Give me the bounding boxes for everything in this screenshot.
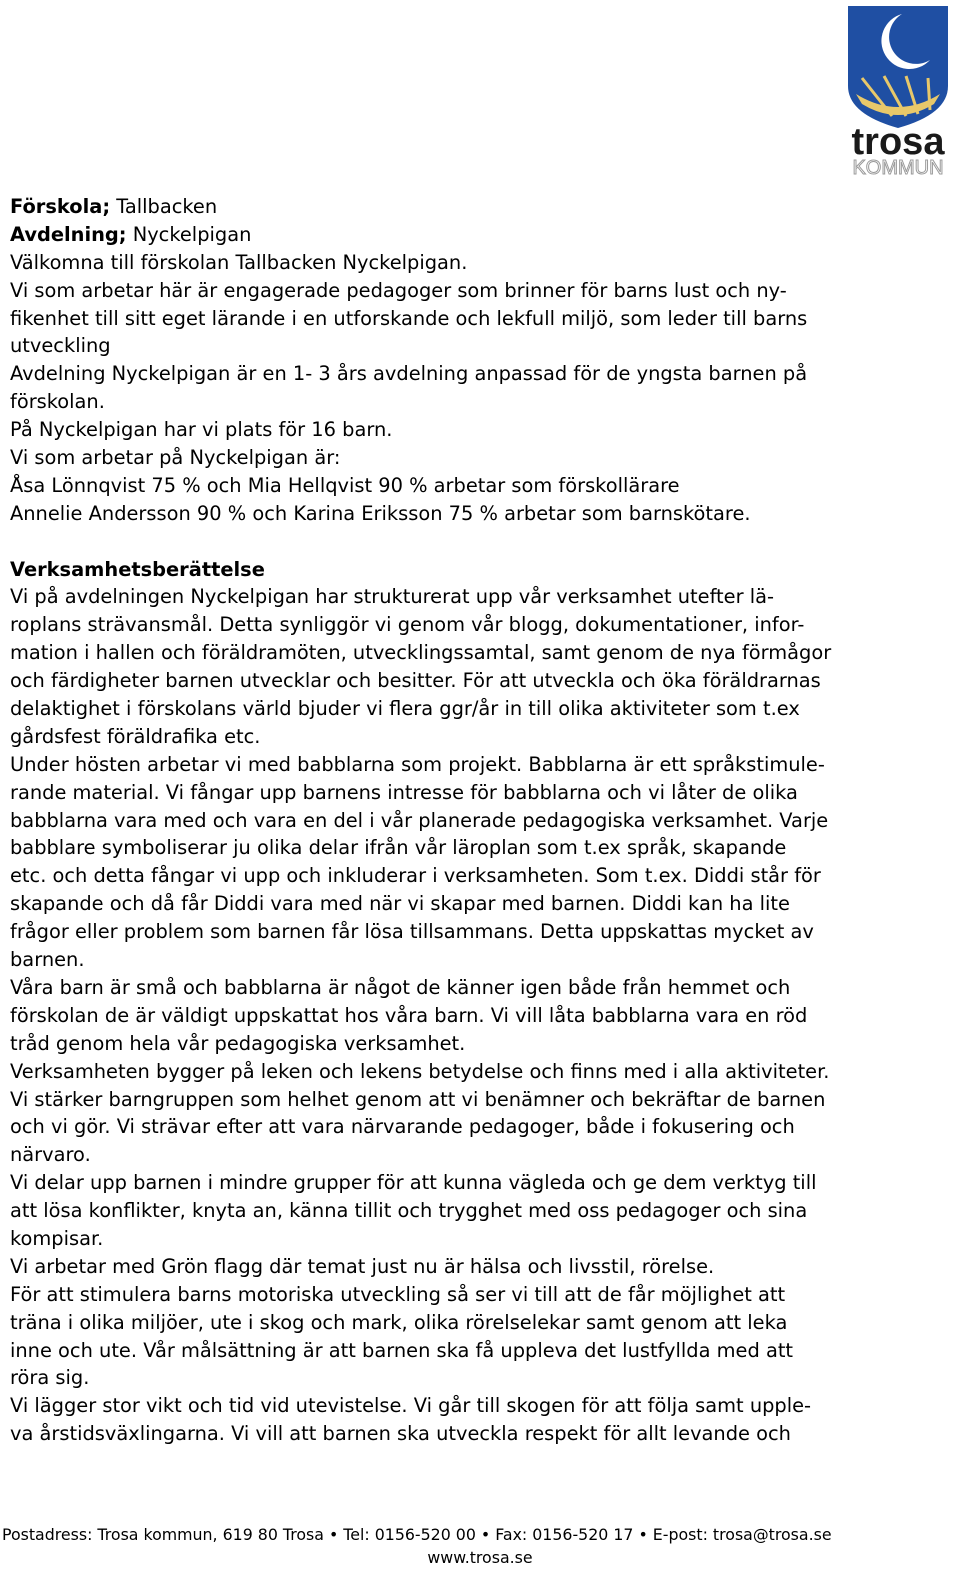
body-line: Verksamheten bygger på leken och lekens betydelse och finns med i alla aktiviteter. <box>10 1059 830 1083</box>
spacer <box>10 528 940 556</box>
intro-line: Åsa Lönnqvist 75 % och Mia Hellqvist 90 % arbetar som förskollärare <box>10 473 680 497</box>
body-line: barnen. <box>10 948 85 972</box>
body-line: Vi lägger stor vikt och tid vid utevistelse. Vi går till skogen för att följa samt upple- <box>10 1394 812 1418</box>
unit-line <box>10 221 940 249</box>
intro-line: Välkomna till förskolan Tallbacken Nyckelpigan. <box>10 250 468 274</box>
body-line: frågor eller problem som barnen får lösa tillsammans. Detta uppskattas mycket av <box>10 920 814 944</box>
body-line: att lösa konflikter, knyta an, känna tillit och trygghet med oss pedagoger och sina <box>10 1199 808 1223</box>
body-line: Vi stärker barngruppen som helhet genom att vi benämner och bekräftar de barnen <box>10 1087 826 1111</box>
body-line: Vi på avdelningen Nyckelpigan har strukturerat upp vår verksamhet utefter lä- <box>10 585 774 609</box>
body-line: kompisar. <box>10 1226 104 1250</box>
body-line: inne och ute. Vår målsättning är att barnen ska få uppleva det lustfyllda med att <box>10 1338 794 1362</box>
unit-label: Avdelning; <box>10 222 127 246</box>
body-line: röra sig. <box>10 1366 90 1390</box>
intro-line: Avdelning Nyckelpigan är en 1- 3 års avdelning anpassad för de yngsta barnen på <box>10 362 808 386</box>
body-line: rande material. Vi fångar upp barnens intresse för babblarna och vi låter de olika <box>10 780 798 804</box>
intro-line: fikenhet till sitt eget lärande i en utforskande och lekfull miljö, som leder till barns <box>10 306 808 330</box>
body-line: va årstidsväxlingarna. Vi vill att barnen ska utveckla respekt för allt levande och <box>10 1422 791 1446</box>
intro-line: Annelie Andersson 90 % och Karina Eriksson 75 % arbetar som barnskötare. <box>10 501 751 525</box>
body-line: babblarna vara med och vara en del i vår planerade pedagogiska verksamhet. Varje <box>10 808 829 832</box>
logo-subtitle: KOMMUN <box>852 157 944 178</box>
body-line: skapande och då får Diddi vara med när vi skapar med barnen. Diddi kan ha lite <box>10 892 790 916</box>
body-line: Vi delar upp barnen i mindre grupper för att kunna vägleda och ge dem verktyg till <box>10 1171 817 1195</box>
body-line: och färdigheter barnen utvecklar och besitter. För att utveckla och öka föräldrarnas <box>10 669 821 693</box>
body-line: träna i olika miljöer, ute i skog och mark, olika rörelselekar samt genom att leka <box>10 1310 788 1334</box>
body-line: och vi gör. Vi strävar efter att vara närvarande pedagoger, både i fokusering och <box>10 1115 795 1139</box>
body-line: delaktighet i förskolans värld bjuder vi flera ggr/år in till olika aktiviteter som t.ex <box>10 697 800 721</box>
intro-paragraph <box>10 249 940 528</box>
footer-website: www.trosa.se <box>427 1548 533 1567</box>
school-line <box>10 193 940 221</box>
body-line: Vi arbetar med Grön flagg där temat just nu är hälsa och livsstil, rörelse. <box>10 1254 715 1278</box>
body-line: närvaro. <box>10 1143 91 1167</box>
body-line: gårdsfest föräldrafika etc. <box>10 724 261 748</box>
school-value: Tallbacken <box>110 195 218 218</box>
trosa-kommun-logo <box>842 4 954 178</box>
body-line: tråd genom hela vår pedagogiska verksamhet. <box>10 1031 466 1055</box>
body-line: förskolan de är väldigt uppskattat hos våra barn. Vi vill låta babblarna vara en röd <box>10 1003 808 1027</box>
body-line: Våra barn är små och babblarna är något de känner igen både från hemmet och <box>10 975 791 999</box>
unit-value: Nyckelpigan <box>126 222 252 246</box>
intro-line: På Nyckelpigan har vi plats för 16 barn. <box>10 418 393 442</box>
body-line: Under hösten arbetar vi med babblarna som projekt. Babblarna är ett språkstimule- <box>10 752 825 776</box>
section-heading: Verksamhetsberättelse <box>10 557 265 581</box>
document-body <box>10 193 940 1448</box>
intro-line: förskolan. <box>10 390 105 414</box>
intro-line: utveckling <box>10 334 111 358</box>
footer-contact: Postadress: Trosa kommun, 619 80 Trosa • Tel: 0156-520 00 • Fax: 0156-520 17 • E-post: trosa@trosa.se <box>2 1525 832 1544</box>
page-footer <box>0 1523 960 1569</box>
logo-wordmark: trosa <box>851 121 945 163</box>
body-line: mation i hallen och föräldramöten, utvecklingssamtal, samt genom de nya förmågor <box>10 641 832 665</box>
school-label: Förskola; <box>10 195 111 218</box>
body-line: etc. och detta fångar vi upp och inkluderar i verksamheten. Som t.ex. Diddi står för <box>10 864 821 888</box>
intro-line: Vi som arbetar här är engagerade pedagoger som brinner för barns lust och ny- <box>10 278 787 302</box>
logo-graphic <box>842 4 954 178</box>
report-paragraphs <box>10 583 940 1448</box>
intro-line: Vi som arbetar på Nyckelpigan är: <box>10 446 341 470</box>
body-line: För att stimulera barns motoriska utveckling så ser vi till att de får möjlighet att <box>10 1282 786 1306</box>
body-line: roplans strävansmål. Detta synliggör vi genom vår blogg, dokumentationer, infor- <box>10 613 805 637</box>
body-line: babblare symboliserar ju olika delar ifrån vår läroplan som t.ex språk, skapande <box>10 836 787 860</box>
